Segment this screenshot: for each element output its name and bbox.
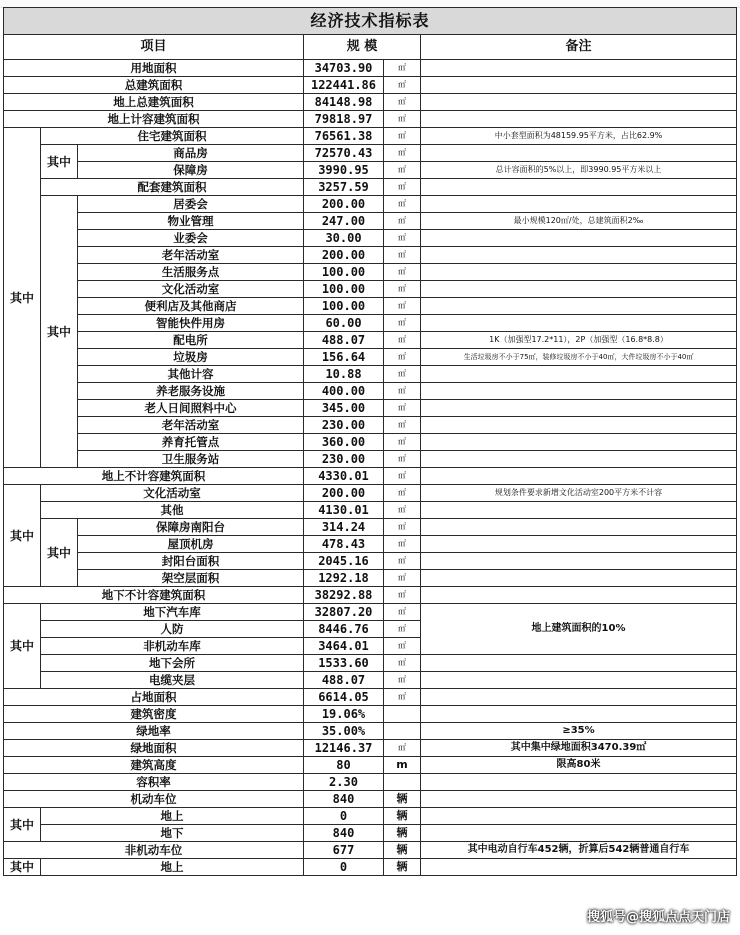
row-value: 200.00: [304, 247, 384, 264]
row-label: 养老服务设施: [78, 383, 304, 400]
row-value: 72570.43: [304, 145, 384, 162]
table-row: [4, 230, 737, 247]
row-label: 地上不计容建筑面积: [4, 468, 304, 485]
table-row: [4, 791, 737, 808]
row-value: 60.00: [304, 315, 384, 332]
row-value: 3464.01: [304, 638, 384, 655]
row-label: 便利店及其他商店: [78, 298, 304, 315]
row-unit: ㎡: [384, 128, 421, 145]
row-unit: ㎡: [384, 196, 421, 213]
row-value: 19.06%: [304, 706, 384, 723]
row-remark: ≥35%: [421, 723, 737, 740]
row-unit: ㎡: [384, 162, 421, 179]
row-unit: 辆: [384, 825, 421, 842]
row-value: 35.00%: [304, 723, 384, 740]
row-remark: 其中集中绿地面积3470.39㎡: [421, 740, 737, 757]
row-remark: [421, 706, 737, 723]
row-value: 80: [304, 757, 384, 774]
row-remark: [421, 60, 737, 77]
row-value: 38292.88: [304, 587, 384, 604]
row-value: 200.00: [304, 196, 384, 213]
row-label: 垃圾房: [78, 349, 304, 366]
table-row: [4, 332, 737, 349]
row-value: 156.64: [304, 349, 384, 366]
row-label: 配电所: [78, 332, 304, 349]
row-remark: [421, 315, 737, 332]
row-remark: [421, 77, 737, 94]
table-row: [4, 77, 737, 94]
row-label: 人防: [41, 621, 304, 638]
row-remark: [421, 94, 737, 111]
row-unit: [384, 774, 421, 791]
row-remark: [421, 383, 737, 400]
economic-indicators-table: [3, 7, 737, 876]
table-title: 经济技术指标表: [4, 8, 737, 35]
row-unit: ㎡: [384, 672, 421, 689]
row-unit: ㎡: [384, 230, 421, 247]
row-unit: ㎡: [384, 94, 421, 111]
row-value: 2.30: [304, 774, 384, 791]
row-label: 保障房南阳台: [78, 519, 304, 536]
row-label: 地下: [41, 825, 304, 842]
row-value: 34703.90: [304, 60, 384, 77]
row-label: 容积率: [4, 774, 304, 791]
table-row: [4, 315, 737, 332]
row-label: 配套建筑面积: [41, 179, 304, 196]
row-unit: ㎡: [384, 298, 421, 315]
header-remark: 备注: [421, 35, 737, 60]
table-row: [4, 689, 737, 706]
row-remark: [421, 400, 737, 417]
row-unit: ㎡: [384, 434, 421, 451]
row-unit: ㎡: [384, 502, 421, 519]
row-value: 230.00: [304, 451, 384, 468]
table-row: [4, 162, 737, 179]
row-remark: 地上建筑面积的10%: [421, 604, 737, 655]
row-value: 100.00: [304, 264, 384, 281]
row-value: 122441.86: [304, 77, 384, 94]
row-remark: [421, 196, 737, 213]
row-unit: ㎡: [384, 77, 421, 94]
header-row: [4, 35, 737, 60]
row-unit: ㎡: [384, 536, 421, 553]
table-row: [4, 485, 737, 502]
row-remark: [421, 281, 737, 298]
row-value: 4130.01: [304, 502, 384, 519]
row-label: 非机动车位: [4, 842, 304, 859]
row-value: 12146.37: [304, 740, 384, 757]
row-unit: ㎡: [384, 315, 421, 332]
table-row: [4, 196, 737, 213]
row-label: 建筑密度: [4, 706, 304, 723]
row-remark: [421, 417, 737, 434]
table-row: [4, 587, 737, 604]
table-row: [4, 298, 737, 315]
row-value: 0: [304, 808, 384, 825]
row-value: 488.07: [304, 332, 384, 349]
row-remark: 总计容面积的5%以上，即3990.95平方米以上: [421, 162, 737, 179]
row-remark: [421, 451, 737, 468]
row-label: 地上计容建筑面积: [4, 111, 304, 128]
row-unit: ㎡: [384, 145, 421, 162]
row-label: 保障房: [78, 162, 304, 179]
table-row: [4, 281, 737, 298]
table-row: [4, 179, 737, 196]
row-label: 地上总建筑面积: [4, 94, 304, 111]
row-label: 用地面积: [4, 60, 304, 77]
row-label: 老年活动室: [78, 417, 304, 434]
table-row: [4, 553, 737, 570]
row-unit: ㎡: [384, 366, 421, 383]
title-row: [4, 8, 737, 35]
row-remark: [421, 434, 737, 451]
group-label: 其中: [41, 145, 78, 179]
row-remark: [421, 230, 737, 247]
row-remark: [421, 145, 737, 162]
row-label: 老年活动室: [78, 247, 304, 264]
row-remark: [421, 791, 737, 808]
row-label: 总建筑面积: [4, 77, 304, 94]
row-value: 200.00: [304, 485, 384, 502]
row-unit: 辆: [384, 808, 421, 825]
group-label: 其中: [4, 604, 41, 689]
row-unit: ㎡: [384, 111, 421, 128]
row-value: 677: [304, 842, 384, 859]
row-remark: 生活垃圾房不小于75㎡，装修垃圾房不小于40㎡，大件垃圾房不小于40㎡: [421, 349, 737, 366]
row-remark: [421, 298, 737, 315]
row-label: 住宅建筑面积: [41, 128, 304, 145]
table-row: [4, 570, 737, 587]
row-unit: ㎡: [384, 570, 421, 587]
row-remark: [421, 672, 737, 689]
row-remark: [421, 247, 737, 264]
row-remark: [421, 655, 737, 672]
table-row: [4, 383, 737, 400]
row-remark: [421, 689, 737, 706]
row-remark: [421, 264, 737, 281]
table-row: [4, 94, 737, 111]
row-unit: ㎡: [384, 604, 421, 621]
row-remark: [421, 808, 737, 825]
row-label: 电缆夹层: [41, 672, 304, 689]
row-label: 其他计容: [78, 366, 304, 383]
group-label: 其中: [4, 808, 41, 842]
row-remark: [421, 179, 737, 196]
row-remark: [421, 519, 737, 536]
header-item: 项目: [4, 35, 304, 60]
table-row: [4, 604, 737, 621]
table-row: [4, 434, 737, 451]
group-label: 其中: [4, 859, 41, 876]
row-remark: 1K（加强型17.2*11），2P（加强型（16.8*8.8）: [421, 332, 737, 349]
table-row: [4, 519, 737, 536]
table-row: [4, 400, 737, 417]
row-value: 840: [304, 791, 384, 808]
row-label: 机动车位: [4, 791, 304, 808]
row-value: 230.00: [304, 417, 384, 434]
row-unit: ㎡: [384, 332, 421, 349]
row-value: 840: [304, 825, 384, 842]
row-unit: ㎡: [384, 247, 421, 264]
row-label: 地下会所: [41, 655, 304, 672]
row-unit: ㎡: [384, 400, 421, 417]
row-unit: 辆: [384, 791, 421, 808]
row-unit: ㎡: [384, 281, 421, 298]
row-label: 卫生服务站: [78, 451, 304, 468]
row-unit: ㎡: [384, 179, 421, 196]
row-value: 2045.16: [304, 553, 384, 570]
row-value: 8446.76: [304, 621, 384, 638]
row-unit: ㎡: [384, 553, 421, 570]
row-label: 居委会: [78, 196, 304, 213]
table-row: [4, 468, 737, 485]
table-row: [4, 264, 737, 281]
row-remark: 其中电动自行车452辆，折算后542辆普通自行车: [421, 842, 737, 859]
table-row: [4, 128, 737, 145]
table-row: [4, 706, 737, 723]
row-label: 业委会: [78, 230, 304, 247]
row-label: 绿地率: [4, 723, 304, 740]
row-value: 247.00: [304, 213, 384, 230]
table-row: [4, 655, 737, 672]
row-remark: [421, 111, 737, 128]
row-label: 地上: [41, 808, 304, 825]
group-label: 其中: [4, 128, 41, 468]
table-row: [4, 366, 737, 383]
row-unit: ㎡: [384, 60, 421, 77]
row-label: 文化活动室: [41, 485, 304, 502]
row-value: 360.00: [304, 434, 384, 451]
group-label: 其中: [4, 485, 41, 587]
header-scale: 规 模: [304, 35, 421, 60]
table-row: [4, 349, 737, 366]
row-unit: ㎡: [384, 213, 421, 230]
row-remark: [421, 859, 737, 876]
row-label: 地上: [41, 859, 304, 876]
table-row: [4, 774, 737, 791]
row-value: 100.00: [304, 298, 384, 315]
row-unit: ㎡: [384, 740, 421, 757]
row-label: 占地面积: [4, 689, 304, 706]
row-remark: [421, 570, 737, 587]
row-value: 1533.60: [304, 655, 384, 672]
table-row: [4, 60, 737, 77]
row-remark: [421, 502, 737, 519]
row-label: 屋顶机房: [78, 536, 304, 553]
row-label: 其他: [41, 502, 304, 519]
row-unit: ㎡: [384, 689, 421, 706]
row-unit: [384, 723, 421, 740]
row-unit: ㎡: [384, 519, 421, 536]
row-unit: ㎡: [384, 621, 421, 638]
row-value: 30.00: [304, 230, 384, 247]
row-value: 3257.59: [304, 179, 384, 196]
group-label: 其中: [41, 519, 78, 587]
row-value: 84148.98: [304, 94, 384, 111]
table-row: [4, 808, 737, 825]
row-label: 智能快件用房: [78, 315, 304, 332]
table-row: [4, 842, 737, 859]
row-unit: ㎡: [384, 655, 421, 672]
row-value: 488.07: [304, 672, 384, 689]
row-unit: ㎡: [384, 349, 421, 366]
row-remark: [421, 468, 737, 485]
row-remark: [421, 366, 737, 383]
row-label: 文化活动室: [78, 281, 304, 298]
row-remark: [421, 553, 737, 570]
table-row: [4, 757, 737, 774]
table-row: [4, 536, 737, 553]
row-unit: 辆: [384, 859, 421, 876]
table-row: [4, 502, 737, 519]
row-label: 生活服务点: [78, 264, 304, 281]
row-unit: ㎡: [384, 451, 421, 468]
row-value: 6614.05: [304, 689, 384, 706]
row-value: 0: [304, 859, 384, 876]
table-row: [4, 417, 737, 434]
row-label: 非机动车库: [41, 638, 304, 655]
row-value: 478.43: [304, 536, 384, 553]
row-value: 32807.20: [304, 604, 384, 621]
row-remark: 规划条件要求新增文化活动室200平方米不计容: [421, 485, 737, 502]
row-unit: ㎡: [384, 264, 421, 281]
table-row: [4, 145, 737, 162]
row-value: 76561.38: [304, 128, 384, 145]
row-unit: ㎡: [384, 587, 421, 604]
row-label: 建筑高度: [4, 757, 304, 774]
row-value: 79818.97: [304, 111, 384, 128]
row-value: 10.88: [304, 366, 384, 383]
row-unit: ㎡: [384, 485, 421, 502]
row-label: 养育托管点: [78, 434, 304, 451]
watermark: 搜狐号@搜狐点点天门店: [586, 910, 730, 925]
table-row: [4, 247, 737, 264]
row-unit: m: [384, 757, 421, 774]
row-remark: [421, 536, 737, 553]
row-value: 400.00: [304, 383, 384, 400]
row-remark: [421, 825, 737, 842]
row-unit: ㎡: [384, 638, 421, 655]
table-row: [4, 213, 737, 230]
row-label: 地下不计容建筑面积: [4, 587, 304, 604]
group-label: 其中: [41, 196, 78, 468]
row-label: 封阳台面积: [78, 553, 304, 570]
row-label: 商品房: [78, 145, 304, 162]
row-label: 老人日间照料中心: [78, 400, 304, 417]
row-remark: [421, 774, 737, 791]
row-unit: ㎡: [384, 417, 421, 434]
row-unit: [384, 706, 421, 723]
row-unit: ㎡: [384, 468, 421, 485]
table-row: [4, 111, 737, 128]
row-unit: 辆: [384, 842, 421, 859]
row-unit: ㎡: [384, 383, 421, 400]
table-row: [4, 859, 737, 876]
row-value: 1292.18: [304, 570, 384, 587]
table-row: [4, 672, 737, 689]
row-label: 物业管理: [78, 213, 304, 230]
row-remark: [421, 587, 737, 604]
row-value: 345.00: [304, 400, 384, 417]
row-label: 绿地面积: [4, 740, 304, 757]
table-row: [4, 740, 737, 757]
row-remark: 中小套型面积为48159.95平方米，占比62.9%: [421, 128, 737, 145]
row-value: 3990.95: [304, 162, 384, 179]
table-row: [4, 723, 737, 740]
row-value: 4330.01: [304, 468, 384, 485]
row-remark: 限高80米: [421, 757, 737, 774]
table-row: [4, 825, 737, 842]
table-row: [4, 451, 737, 468]
row-label: 架空层面积: [78, 570, 304, 587]
row-label: 地下汽车库: [41, 604, 304, 621]
row-value: 100.00: [304, 281, 384, 298]
row-remark: 最小规模120㎡/处，总建筑面积2‰: [421, 213, 737, 230]
row-value: 314.24: [304, 519, 384, 536]
